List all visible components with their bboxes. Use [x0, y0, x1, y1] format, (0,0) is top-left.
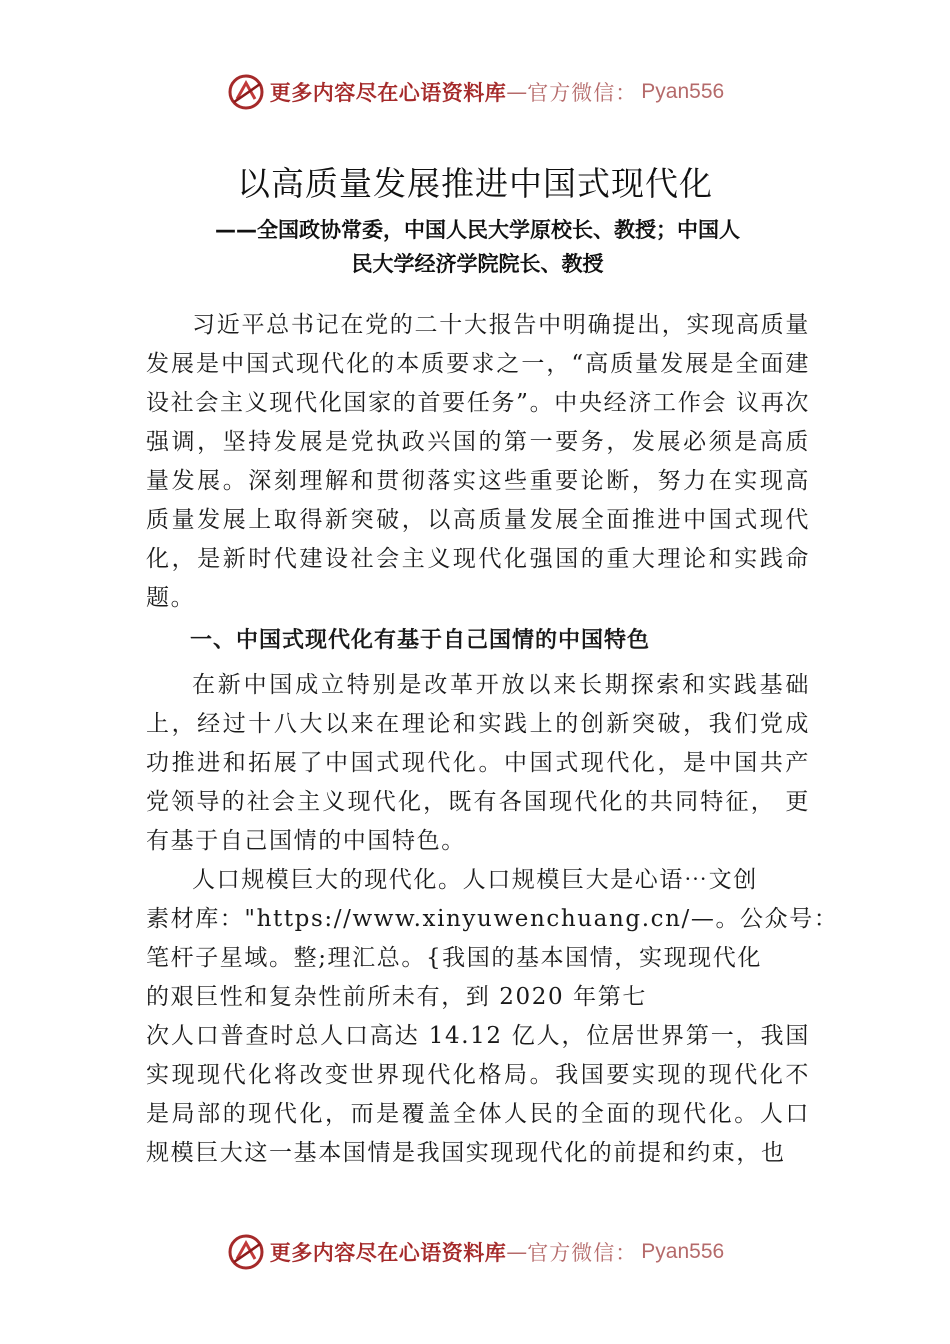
brand-logo-icon — [226, 1232, 266, 1272]
document-subtitle — [150, 213, 805, 281]
wechat-id: Pyan556 — [641, 1240, 725, 1263]
subtitle-line-2: 民大学经济学院院长、教授 — [351, 252, 604, 276]
paragraph-3-line-1: 人口规模巨大的现代化。人口规模巨大是心语⋯文创 — [192, 867, 758, 893]
paragraph-3-line-3: 笔杆子星域。整;理汇总。{我国的基本国情，实现现代化 — [146, 945, 762, 971]
banner-separator: — — [506, 80, 528, 104]
document-body — [146, 306, 839, 1173]
document-title: 以高质量发展推进中国式现代化 — [237, 164, 713, 203]
paragraph-2: 在新中国成立特别是改革开放以来长期探索和实践基础上，经过十八大以来在理论和实践上的创新突破，我们党成功推进和拓展了中国式现代化。中国式现代化，是中国共产党领导的社会主义现代化，既有各国现代化的共同特征， 更有基于自己国情的中国特色。 — [146, 672, 810, 854]
wechat-label: 官方微信： — [527, 81, 638, 105]
section-heading-1: 一、中国式现代化有基于自己国情的中国特色 — [190, 628, 651, 653]
paragraph-3 — [146, 861, 839, 1017]
brand-logo-icon — [226, 72, 266, 112]
paragraph-3-line-4: 的艰巨性和复杂性前所未有，到 2020 年第七 — [146, 984, 647, 1010]
paragraph-3-line-2: 素材库："https://www.xinyuwenchuang.cn/—。公众号： — [146, 906, 839, 932]
paragraph-3-continued: 次人口普查时总人口高达 14.12 亿人，位居世界第一，我国实现现代化将改变世界现代化格局。我国要实现的现代化不是局部的现代化，而是覆盖全体人民的全面的现代化。人口规模巨大这一基本国情是我国实现现代化的前提和约束，也 — [146, 1023, 810, 1166]
wechat-id: Pyan556 — [641, 80, 725, 103]
header-banner — [0, 70, 950, 114]
footer-banner — [0, 1230, 950, 1274]
banner-separator: — — [506, 1240, 528, 1264]
wechat-label: 官方微信： — [527, 1241, 638, 1265]
subtitle-line-1: ——全国政协常委，中国人民大学原校长、教授；中国人 — [215, 218, 740, 242]
brand-text: 更多内容尽在心语资料库 — [269, 1240, 507, 1265]
paragraph-intro: 习近平总书记在党的二十大报告中明确提出，实现高质量发展是中国式现代化的本质要求之一，“高质量发展是全面建设社会主义现代化国家的首要任务”。中央经济工作会 议再次强调，坚持发展是党执政兴国的第一要务，发展必须是高质量发展。深刻理解和贯彻落实这些重要论断，努力在实现高质量发展上取得新突破，以高质量发展全面推进中国式现代化，是新时代建设社会主义现代化强国的重大理论和实践命题。 — [146, 312, 810, 611]
brand-text: 更多内容尽在心语资料库 — [269, 80, 507, 105]
